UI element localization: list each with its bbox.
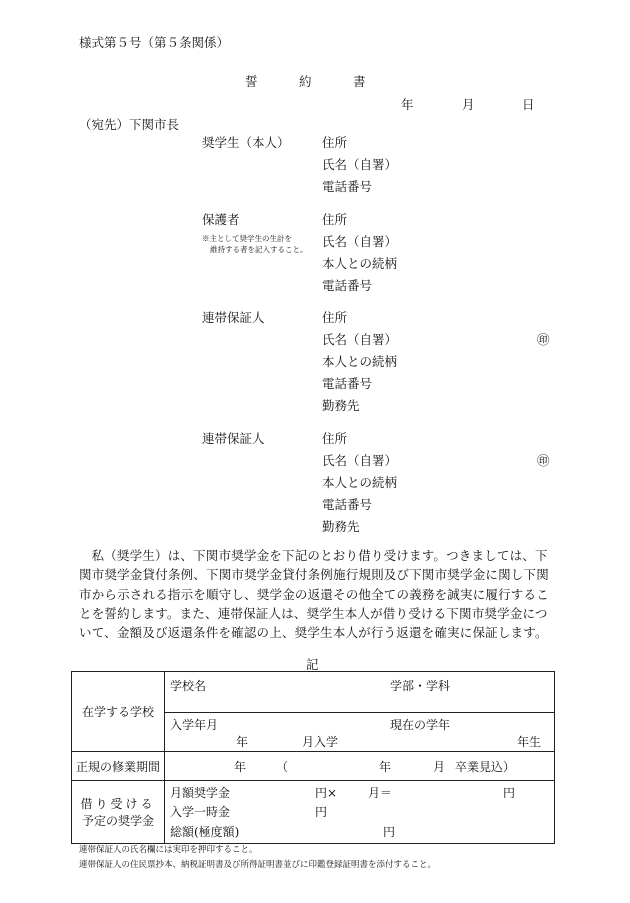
student-address-label: 住所	[322, 135, 348, 150]
guarantor1-relation-label: 本人との続柄	[322, 354, 398, 369]
period-label: 正規の修業期間	[75, 759, 160, 774]
addressee: （宛先）下関市長	[79, 117, 180, 132]
guarantor1-name-label: 氏名（自署）	[322, 332, 398, 347]
guardian-name-label: 氏名（自署）	[322, 234, 398, 249]
total-label: 総額(極度額)	[170, 825, 240, 839]
guarantor1-seal-mark: ㊞	[537, 332, 550, 347]
period-row	[72, 752, 555, 781]
entrance-label: 入学一時金	[170, 805, 231, 819]
guardian-phone-label: 電話番号	[322, 278, 373, 293]
guardian-note-2: 維持する者を記入すること。	[210, 245, 308, 254]
admission-year-unit: 年	[236, 735, 249, 749]
admission-month-unit: 月入学	[302, 735, 339, 749]
loan-label-cell	[72, 781, 165, 844]
monthly-total-yen: 円	[503, 786, 516, 800]
guarantor1-workplace-label: 勤務先	[322, 398, 360, 413]
school-label-cell	[72, 672, 165, 752]
guarantor1-role: 連帯保証人	[202, 310, 265, 325]
ki-heading: 記	[306, 657, 319, 672]
date-day: 日	[522, 97, 535, 112]
school-row-1	[72, 672, 555, 713]
graduation-expected: 卒業見込）	[455, 760, 516, 774]
date-year: 年	[401, 97, 414, 112]
period-cell	[165, 752, 555, 781]
guarantor1-phone-label: 電話番号	[322, 376, 373, 391]
grade-suffix: 年生	[517, 735, 542, 749]
guarantor2-phone-label: 電話番号	[322, 497, 373, 512]
admission-label: 入学年月	[170, 718, 219, 732]
guarantor2-seal-mark: ㊞	[537, 453, 550, 468]
footnote-1: 連帯保証人の氏名欄には実印を押印すること。	[79, 845, 258, 855]
admission-cell	[165, 713, 555, 752]
loan-label-line2: 予定の奨学金	[81, 814, 154, 828]
guardian-relation-label: 本人との続柄	[322, 256, 398, 271]
guarantor2-role: 連帯保証人	[202, 431, 265, 446]
form-number: 様式第５号（第５条関係）	[79, 35, 230, 50]
graduation-year-unit: 年	[379, 760, 392, 774]
school-name-label: 学校名	[170, 679, 207, 693]
loan-label-line1: 借り受ける	[80, 797, 156, 811]
current-year-label: 現在の学年	[390, 718, 451, 732]
student-name-label: 氏名（自署）	[322, 157, 398, 172]
school-name-cell	[165, 672, 555, 713]
guarantor1-address-label: 住所	[322, 310, 348, 325]
months-equals: 月＝	[368, 786, 393, 800]
guarantor2-name-label: 氏名（自署）	[322, 453, 398, 468]
document-title: 誓 約 書	[245, 74, 367, 89]
student-role: 奨学生（本人）	[202, 135, 290, 150]
monthly-label: 月額奨学金	[170, 786, 231, 800]
total-yen: 円	[383, 825, 396, 839]
loan-cell	[165, 781, 555, 844]
entrance-yen: 円	[315, 805, 328, 819]
guarantor2-address-label: 住所	[322, 431, 348, 446]
faculty-label: 学部・学科	[390, 679, 451, 693]
guardian-role: 保護者	[202, 212, 240, 227]
guarantor2-workplace-label: 勤務先	[322, 519, 360, 534]
student-phone-label: 電話番号	[322, 179, 373, 194]
graduation-month-unit: 月	[433, 760, 446, 774]
pledge-paragraph: 私（奨学生）は、下関市奨学金を下記のとおり借り受けます。つきましては、下関市奨学金貸付条例、下関市奨学金貸付条例施行規則及び下関市奨学金に関し下関市から示される指示を順守し、奨学金の返還その他全ての義務を誠実に履行することを誓約します。また、連帯保証人は、奨学生本人が借り受ける下関市奨学金について、金額及び返還条件を確認の上、奨学生本人が行う返還を確実に保証します。	[79, 548, 549, 641]
period-paren: （	[276, 760, 289, 774]
loan-details-table	[71, 671, 555, 844]
guardian-address-label: 住所	[322, 212, 348, 227]
school-label: 在学する学校	[81, 704, 154, 719]
period-label-cell	[72, 752, 165, 781]
monthly-yen-times: 円×	[315, 786, 338, 800]
loan-row	[72, 781, 555, 844]
footnote-2: 連帯保証人の住民票抄本、納税証明書及び所得証明書並びに印鑑登録証明書を添付すること。	[79, 860, 437, 870]
guarantor2-relation-label: 本人との続柄	[322, 475, 398, 490]
period-year-unit: 年	[234, 760, 247, 774]
date-month: 月	[462, 97, 475, 112]
guardian-note-1: ※主として奨学生の生計を	[202, 234, 292, 243]
